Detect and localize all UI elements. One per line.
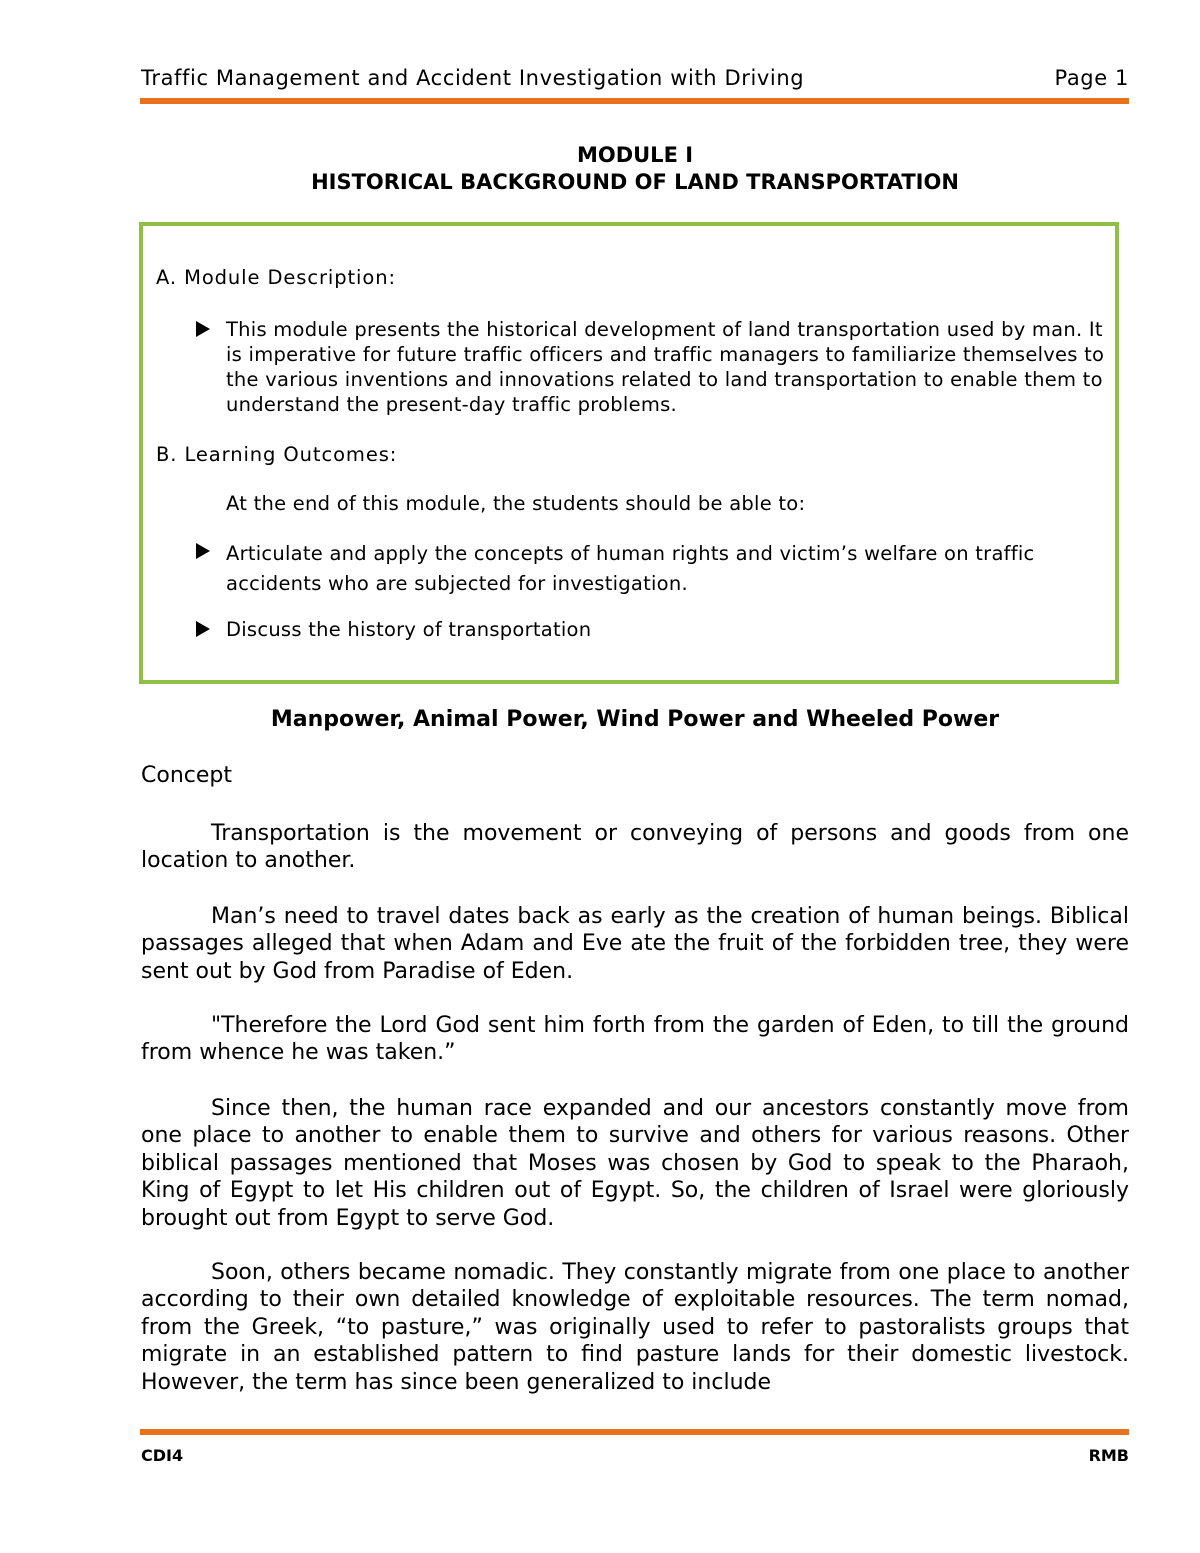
body-paragraph: Man’s need to travel dates back as early as the creation of human beings. Biblical passages alleged that when Adam and Eve ate the fruit of the forbidden tree, they were sent out by God from Paradise of Eden.	[141, 904, 1129, 984]
module-description-heading: A. Module Description:	[156, 266, 396, 289]
learning-outcomes-intro: At the end of this module, the students should be able to:	[226, 492, 806, 515]
learning-outcome-item: Discuss the history of transportation	[226, 618, 592, 641]
learning-outcome-item: Articulate and apply the concepts of human rights and victim’s welfare on traffic accidents who are subjected for investigation.	[226, 542, 1035, 595]
footer-rule	[140, 1429, 1129, 1435]
body-paragraph: Soon, others became nomadic. They constantly migrate from one place to another according to their own detailed knowledge of exploitable resources. The term nomad, from the Greek, “to pasture,” was originally used to refer to pastoralists groups that migrate in an established pattern to find pasture lands for their domestic livestock. However, the term has since been generalized to include	[141, 1260, 1129, 1395]
concept-label: Concept	[141, 763, 232, 788]
footer-initials: RMB	[1088, 1446, 1129, 1465]
header-rule	[140, 98, 1129, 104]
page-number: Page 1	[1054, 66, 1129, 90]
section-title: Manpower, Animal Power, Wind Power and Wheeled Power	[270, 707, 1000, 732]
right-triangle-icon	[195, 620, 211, 638]
body-paragraph: Transportation is the movement or conveying of persons and goods from one location to another.	[141, 821, 1129, 874]
footer-course-code: CDI4	[141, 1446, 184, 1465]
body-paragraph: "Therefore the Lord God sent him forth from the garden of Eden, to till the ground from whence he was taken.”	[141, 1013, 1129, 1066]
module-title: HISTORICAL BACKGROUND OF LAND TRANSPORTATION	[311, 170, 959, 194]
document-title: Traffic Management and Accident Investigation with Driving	[141, 66, 805, 90]
module-overview-box	[139, 222, 1119, 684]
right-triangle-icon	[195, 320, 211, 338]
module-number: MODULE I	[576, 143, 694, 167]
module-description-text: This module presents the historical development of land transportation used by man. It is imperative for future traffic officers and traffic managers to familiarize themselves to the various inventions and innovations related to land transportation to enable them to understand the present-day traffic problems.	[226, 318, 1105, 416]
body-paragraph: Since then, the human race expanded and our ancestors constantly move from one place to another to enable them to survive and others for various reasons. Other biblical passages mentioned that Moses was chosen by God to speak to the Pharaoh, King of Egypt to let His children out of Egypt. So, the children of Israel were gloriously brought out from Egypt to serve God.	[141, 1096, 1129, 1231]
learning-outcomes-heading: B. Learning Outcomes:	[156, 443, 398, 466]
right-triangle-icon	[195, 542, 211, 560]
